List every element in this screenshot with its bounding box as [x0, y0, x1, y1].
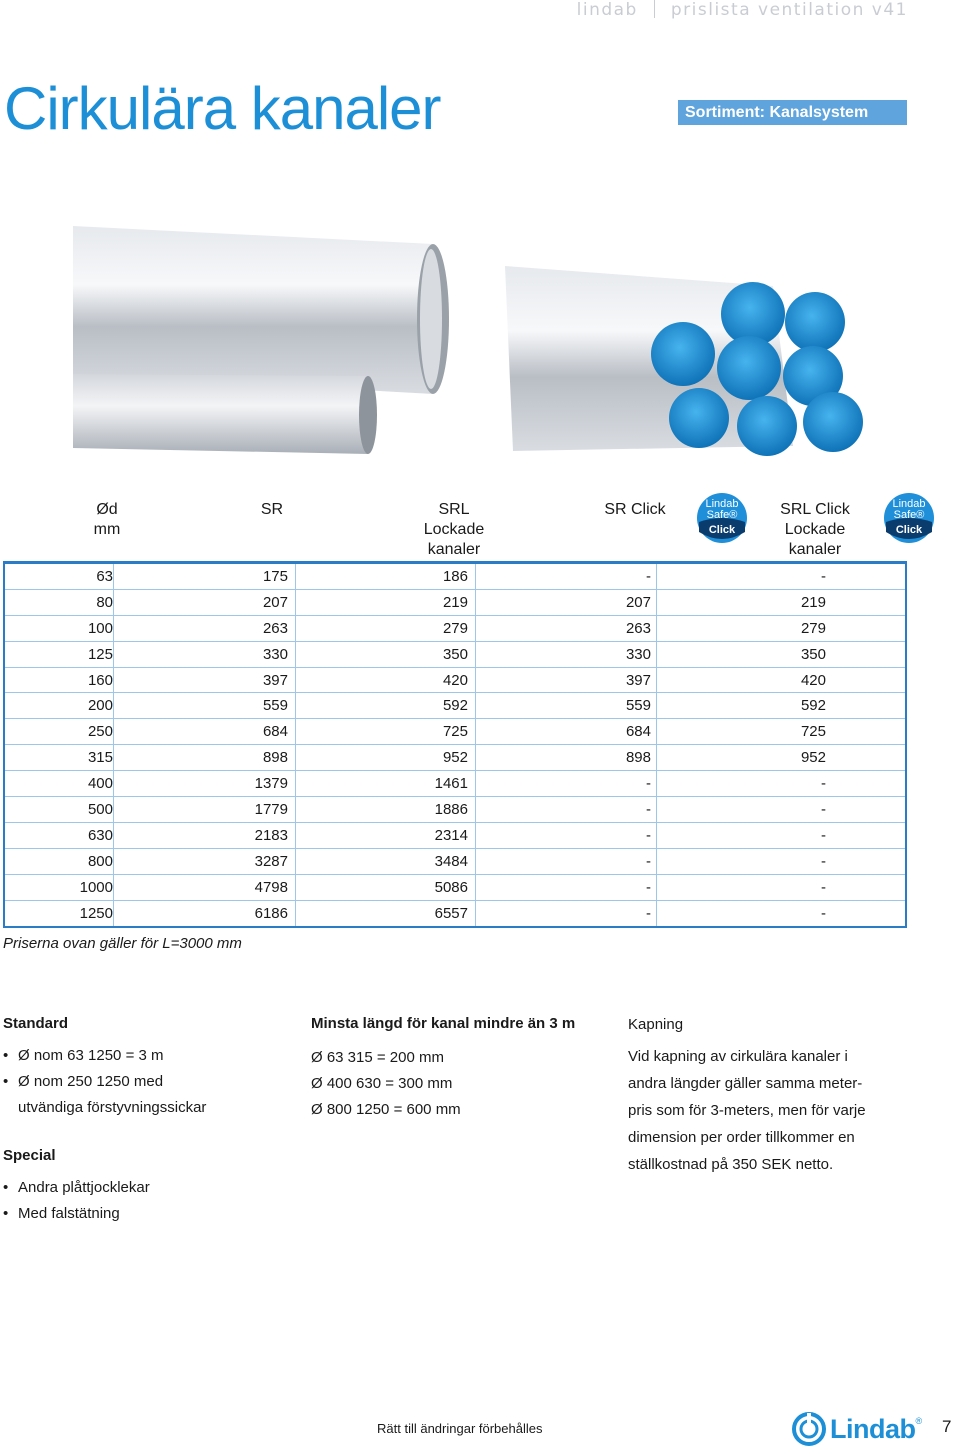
table-cell: 400 [5, 771, 114, 796]
table-cell: 2314 [296, 823, 476, 848]
table-cell: - [476, 797, 657, 822]
table-cell: 420 [296, 668, 476, 693]
table-cell: 592 [800, 697, 826, 715]
table-cell: 160 [5, 668, 114, 693]
table-cell: 80 [5, 590, 114, 615]
min-length-section [311, 1011, 611, 1123]
table-cell: 559 [114, 693, 296, 718]
table-cell: 559 [476, 693, 657, 718]
table-row [5, 719, 905, 745]
kapning-line: andra längder gäller samma meter- [628, 1075, 863, 1092]
table-cell: 2183 [114, 823, 296, 848]
table-cell: 898 [476, 745, 657, 770]
list-item: • Andra plåttjocklekar [3, 1175, 293, 1201]
standard-item-2: Ø nom 250 1250 med [18, 1073, 164, 1090]
table-cell: 186 [296, 564, 476, 589]
table-cell: 3484 [296, 849, 476, 874]
col-header-srl: SRL Lockade kanaler [423, 501, 485, 558]
table-cell: 952 [800, 749, 826, 767]
table-cell: - [821, 801, 826, 819]
table-header [0, 498, 960, 560]
table-cell: - [821, 568, 826, 585]
lindab-swirl-icon [792, 1412, 826, 1446]
table-footnote: Priserna ovan gäller för L=3000 mm [3, 935, 242, 952]
table-row [5, 849, 905, 875]
table-cell: 175 [114, 564, 296, 589]
table-cell: 1779 [114, 797, 296, 822]
product-photo [73, 226, 883, 478]
special-title: Special [3, 1147, 56, 1164]
table-cell: 1379 [114, 771, 296, 796]
table-cell: 207 [476, 590, 657, 615]
kapning-line: ställkostnad på 350 SEK netto. [628, 1156, 834, 1173]
pipe-stack [505, 266, 863, 456]
lindab-safe-click-logo [883, 492, 935, 544]
table-cell: 1250 [5, 901, 114, 927]
table-cell: 330 [114, 642, 296, 667]
table-cell: - [821, 852, 826, 870]
standard-item-2-cont: utvändiga förstyvningssickar [18, 1099, 207, 1116]
list-item [3, 1069, 293, 1121]
standard-item-1: Ø nom 63 1250 = 3 m [18, 1047, 164, 1064]
table-row [5, 745, 905, 771]
list-item [3, 1043, 293, 1069]
min-length-line: Ø 800 1250 = 600 mm [311, 1101, 461, 1118]
standard-list [3, 1043, 293, 1121]
table-cell: 63 [5, 564, 114, 589]
pipe-small [73, 374, 377, 454]
table-cell: 592 [296, 693, 476, 718]
lindab-logo [792, 1410, 922, 1448]
standard-title: Standard [3, 1015, 69, 1032]
min-length-title: Minsta längd för kanal mindre än 3 m [311, 1015, 576, 1032]
table-cell: 800 [5, 849, 114, 874]
header-divider [654, 0, 655, 18]
table-cell: 397 [476, 668, 657, 693]
table-row [5, 875, 905, 901]
kapning-line: pris som för 3-meters, men för varje [628, 1102, 866, 1119]
table-cell: 5086 [296, 875, 476, 900]
svg-text:Safe®: Safe® [893, 509, 925, 521]
table-cell: 898 [114, 745, 296, 770]
kapning-line: dimension per order tillkommer en [628, 1129, 855, 1146]
col-header-sr: SR [260, 501, 284, 518]
table-cell: 200 [5, 693, 114, 718]
standard-section [3, 1011, 293, 1227]
svg-text:Click: Click [895, 524, 923, 536]
table-cell: 279 [296, 616, 476, 641]
table-row [5, 668, 905, 694]
table-cell: - [821, 904, 826, 922]
table-cell: 397 [114, 668, 296, 693]
page-number: 7 [942, 1417, 952, 1436]
logo-registered: ® [915, 1416, 923, 1426]
table-cell: 6557 [296, 901, 476, 927]
table-cell: 684 [114, 719, 296, 744]
pipe-large [73, 226, 449, 394]
kapning-title: Kapning [628, 1016, 684, 1033]
page-title: Cirkulära kanaler [4, 75, 441, 142]
table-cell: 100 [5, 616, 114, 641]
min-length-line: Ø 400 630 = 300 mm [311, 1075, 453, 1092]
table-cell: - [476, 564, 657, 589]
running-header [577, 0, 908, 20]
table-cell: - [821, 775, 826, 793]
table-cell: 279 [800, 619, 826, 637]
price-table [3, 561, 907, 928]
table-cell: 3287 [114, 849, 296, 874]
table-row [5, 901, 905, 927]
table-cell: - [476, 771, 657, 796]
table-cell: 315 [5, 745, 114, 770]
col-header-od: Ød mm [93, 501, 121, 538]
table-row [5, 797, 905, 823]
table-cell: 4798 [114, 875, 296, 900]
table-cell: 219 [800, 593, 826, 611]
special-list [3, 1175, 293, 1227]
table-cell: - [476, 875, 657, 900]
col-header-sr-click: SR Click [604, 501, 666, 518]
table-cell: 952 [296, 745, 476, 770]
table-cell: 219 [296, 590, 476, 615]
table-cell: 1461 [296, 771, 476, 796]
svg-text:Click: Click [708, 524, 736, 536]
table-cell: 125 [5, 642, 114, 667]
table-cell: 725 [800, 723, 826, 741]
lindab-safe-click-logo [696, 492, 748, 544]
table-row [5, 823, 905, 849]
table-cell: 207 [114, 590, 296, 615]
table-row [5, 693, 905, 719]
table-cell: 630 [5, 823, 114, 848]
table-cell: - [821, 826, 826, 844]
table-cell: 1000 [5, 875, 114, 900]
col-header-srl-click: SRL Click Lockade kanaler [780, 501, 850, 558]
table-cell: 350 [296, 642, 476, 667]
header-brand: lindab [576, 0, 638, 20]
table-cell: 263 [476, 616, 657, 641]
svg-text:Lindab: Lindab [892, 498, 926, 510]
list-item: • Med falstätning [3, 1201, 293, 1227]
svg-text:Safe®: Safe® [706, 509, 738, 521]
kapning-section [628, 1011, 918, 1178]
kapning-line: Vid kapning av cirkulära kanaler i [628, 1048, 848, 1065]
table-cell: - [476, 901, 657, 927]
table-cell: 500 [5, 797, 114, 822]
table-row [5, 616, 905, 642]
table-cell: 684 [476, 719, 657, 744]
table-row [5, 564, 905, 590]
table-row [5, 771, 905, 797]
min-length-line: Ø 63 315 = 200 mm [311, 1049, 444, 1066]
svg-text:Lindab: Lindab [705, 498, 739, 510]
sortiment-badge: Sortiment: Kanalsystem [678, 100, 907, 125]
logo-wordmark: Lindab [830, 1413, 916, 1444]
table-cell: - [476, 849, 657, 874]
table-cell: 1886 [296, 797, 476, 822]
table-row [5, 590, 905, 616]
table-cell: 263 [114, 616, 296, 641]
table-cell: 350 [800, 645, 826, 663]
table-cell: - [476, 823, 657, 848]
table-cell: 250 [5, 719, 114, 744]
header-publication: prislista ventilation v41 [670, 0, 908, 20]
table-cell: 420 [800, 671, 826, 689]
footer-note: Rätt till ändringar förbehålles [377, 1421, 543, 1436]
table-row [5, 642, 905, 668]
table-cell: 6186 [114, 901, 296, 927]
table-cell: 330 [476, 642, 657, 667]
table-cell: 725 [296, 719, 476, 744]
table-cell: - [821, 878, 826, 896]
